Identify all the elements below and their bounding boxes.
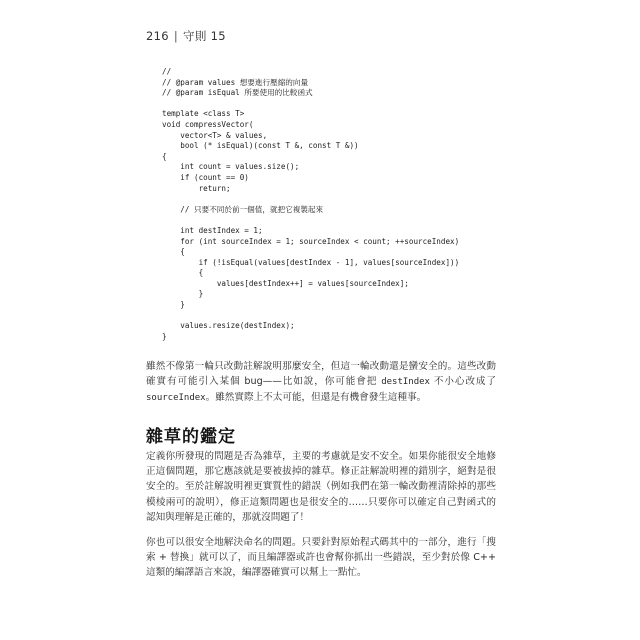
code-line: template <class T> <box>162 109 245 119</box>
code-line: // @param values 想要進行壓縮的向量 <box>162 77 309 87</box>
code-line: } <box>162 289 204 299</box>
code-line: return; <box>162 183 231 193</box>
code-line: // 只要不同於前一個值，就把它複製起來 <box>162 204 324 214</box>
code-line: values[destIndex++] = values[sourceIndex]; <box>162 278 409 288</box>
code-line: vector<T> & values, <box>162 130 268 140</box>
code-line: // <box>162 67 172 76</box>
code-line: if (count == 0) <box>162 172 249 182</box>
code-line: } <box>162 331 167 341</box>
inline-code-sourceindex: sourceIndex <box>146 393 206 404</box>
page-number: 216 <box>146 29 169 43</box>
paragraph-text: 雖然不像第一輪只改動註解說明那麼安全，但這一輪改動還是蠻安全的。這些改動確實有可能引入某個 bug——比如說，你可能會把 <box>146 361 496 388</box>
inline-code-destindex: destIndex <box>381 377 430 388</box>
code-line: if (!isEqual(values[destIndex - 1], values[sourceIndex])) <box>162 257 460 267</box>
code-line: int count = values.size(); <box>162 162 300 172</box>
header-separator: | <box>173 29 179 43</box>
paragraph-safety-note <box>146 359 496 407</box>
code-line: // @param isEqual 所要使用的比較函式 <box>162 88 313 98</box>
code-line: { <box>162 268 204 278</box>
code-line: bool (* isEqual)(const T &, const T &)) <box>162 141 359 151</box>
chapter-title: 守則 15 <box>183 29 226 43</box>
code-line: { <box>162 151 167 161</box>
code-line: int destIndex = 1; <box>162 225 263 235</box>
paragraph-text: 。雖然實際上不太可能，但還是有機會發生這種事。 <box>205 392 427 404</box>
code-line: } <box>162 300 185 310</box>
code-listing <box>162 67 459 342</box>
code-line: void compressVector( <box>162 119 254 129</box>
page-header <box>146 28 226 44</box>
paragraph-text: 不小心改成了 <box>429 376 496 388</box>
code-line: for (int sourceIndex = 1; sourceIndex < count; ++sourceIndex) <box>162 236 460 246</box>
section-heading: 雜草的鑑定 <box>146 427 236 447</box>
paragraph-weed-definition: 定義你所發現的問題是否為雜草，主要的考慮就是安不安全。如果你能很安全地修正這個問題，那它應該就是要被拔掉的雜草。修正註解說明裡的錯別字，絕對是很安全的。至於註解說明裡更實質性的錯誤（例如我們在第一輪改動裡清除掉的那些模棱兩可的說明），修正這類問題也是很安全的……只要你可以確定自己對函式的認知與理解是正確的，那就沒問題了！ <box>146 451 496 523</box>
code-line: values.resize(destIndex); <box>162 321 295 331</box>
paragraph-naming: 你也可以很安全地解決命名的問題。只要針對原始程式碼其中的一部分，進行「搜索 + 替換」就可以了，而且編譯器或許也會幫你抓出一些錯誤，至少對於像 C++ 這類的編譯語言來說，編譯器確實可以幫上一點忙。 <box>146 537 496 579</box>
code-line: { <box>162 247 185 257</box>
